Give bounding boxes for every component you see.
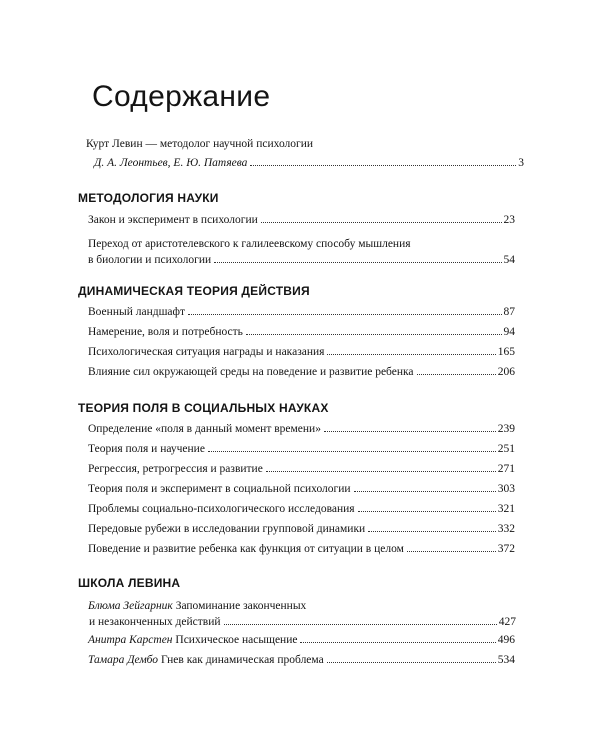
leader-dots — [358, 511, 496, 512]
leader-dots — [261, 222, 502, 223]
toc-entry — [88, 503, 515, 519]
toc-entry — [88, 236, 515, 268]
toc-entry — [88, 306, 515, 322]
entry-title: Регрессия, ретрогрессия и развитие — [88, 463, 263, 475]
toc-entry — [88, 366, 515, 382]
entry-title: Определение «поля в данный момент времени» — [88, 423, 321, 435]
toc-entry — [88, 326, 515, 342]
entry-title-line2: и незаконченных действий — [89, 616, 221, 628]
toc-entry — [88, 214, 515, 230]
leader-dots — [407, 551, 496, 552]
entry-author: Тамара Дембо — [88, 654, 159, 666]
intro-author-line — [86, 157, 524, 169]
toc-entry — [88, 346, 515, 362]
entry-title: Передовые рубежи в исследовании групповой динамики — [88, 523, 366, 535]
entry-title: Теория поля и научение — [88, 443, 205, 455]
entry-title: Проблемы социально-психологического исследования — [88, 503, 355, 515]
entry-title-line1: Запоминание законченных — [175, 600, 307, 612]
section-heading-methodology: МЕТОДОЛОГИЯ НАУКИ — [78, 191, 219, 205]
entry-title-line1: Переход от аристотелевского к галилеевскому способу мышления — [88, 238, 411, 250]
toc-entry — [88, 423, 515, 439]
leader-dots — [246, 334, 502, 335]
leader-dots — [324, 431, 496, 432]
entry-title: Военный ландшафт — [88, 306, 186, 318]
section-heading-lewin-school: ШКОЛА ЛЕВИНА — [78, 576, 181, 590]
intro-authors: Д. А. Леонтьев, Е. Ю. Патяева — [94, 157, 248, 169]
toc-entry — [88, 443, 515, 459]
page-number: 165 — [497, 346, 515, 358]
page-number: 372 — [497, 543, 515, 555]
page-number: 271 — [497, 463, 515, 475]
page-number: 496 — [497, 634, 515, 646]
leader-dots — [214, 262, 501, 263]
section-heading-dynamic-theory: ДИНАМИЧЕСКАЯ ТЕОРИЯ ДЕЙСТВИЯ — [78, 284, 310, 298]
entry-title: Гнев как динамическая проблема — [160, 654, 324, 666]
toc-entry — [88, 634, 515, 650]
leader-dots — [250, 165, 516, 166]
leader-dots — [354, 491, 496, 492]
page-number: 94 — [503, 326, 515, 338]
page-number: 3 — [518, 157, 524, 169]
leader-dots — [208, 451, 496, 452]
intro-entry — [86, 138, 524, 169]
page-number: 534 — [497, 654, 515, 666]
toc-entry — [88, 598, 515, 630]
toc-entry — [88, 523, 515, 539]
page-number: 239 — [497, 423, 515, 435]
leader-dots — [224, 624, 497, 625]
toc-entry — [88, 483, 515, 499]
page-number: 87 — [503, 306, 515, 318]
leader-dots — [327, 354, 495, 355]
page-number: 303 — [497, 483, 515, 495]
entry-title: Психологическая ситуация награды и наказания — [88, 346, 325, 358]
entry-title: Влияние сил окружающей среды на поведение и развитие ребенка — [88, 366, 414, 378]
toc-entry — [88, 543, 515, 559]
leader-dots — [417, 374, 496, 375]
entry-title: Психическое насыщение — [175, 634, 298, 646]
page-number: 332 — [497, 523, 515, 535]
entry-title: Теория поля и эксперимент в социальной психологии — [88, 483, 351, 495]
entry-author: Блюма Зейгарник — [88, 600, 173, 612]
page-number: 54 — [503, 254, 515, 266]
page-number: 23 — [503, 214, 515, 226]
leader-dots — [368, 531, 496, 532]
leader-dots — [300, 642, 495, 643]
page-number: 321 — [497, 503, 515, 515]
entry-title-line2: в биологии и психологии — [88, 254, 212, 266]
intro-title: Курт Левин — методолог научной психологии — [86, 138, 314, 150]
leader-dots — [188, 314, 501, 315]
leader-dots — [266, 471, 496, 472]
page-number: 206 — [497, 366, 515, 378]
entry-title: Поведение и развитие ребенка как функция от ситуации в целом — [88, 543, 404, 555]
toc-entry — [88, 463, 515, 479]
leader-dots — [327, 662, 496, 663]
toc-entry — [88, 654, 515, 670]
page-title: Содержание — [92, 80, 271, 113]
section-heading-field-theory: ТЕОРИЯ ПОЛЯ В СОЦИАЛЬНЫХ НАУКАХ — [78, 401, 329, 415]
entry-title: Закон и эксперимент в психологии — [88, 214, 258, 226]
entry-title: Намерение, воля и потребность — [88, 326, 243, 338]
page-number: 427 — [498, 616, 516, 628]
entry-author: Анитра Карстен — [88, 634, 173, 646]
page-number: 251 — [497, 443, 515, 455]
